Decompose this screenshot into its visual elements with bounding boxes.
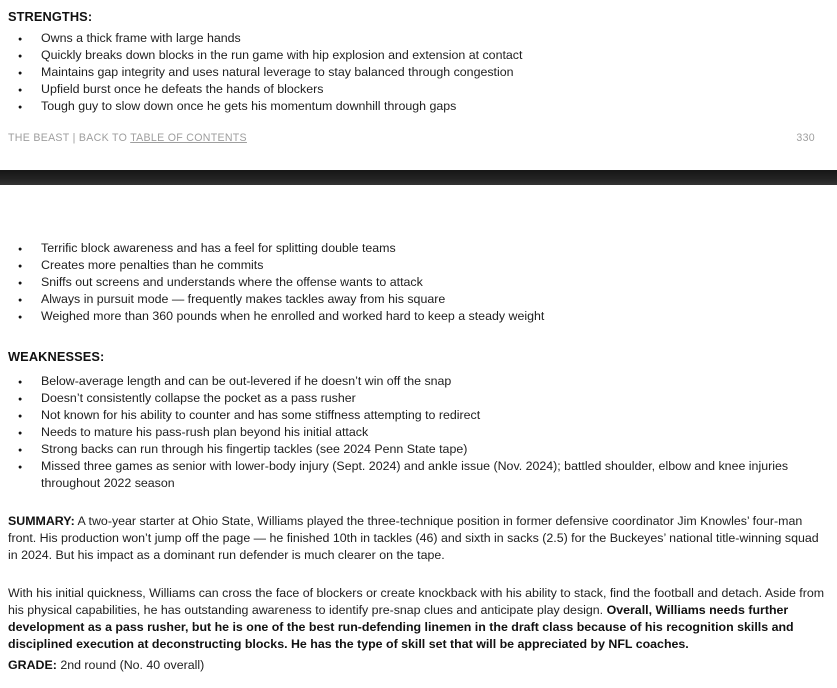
grade-line: [8, 657, 829, 674]
list-item: ● Upfield burst once he defeats the hands of blockers: [41, 81, 829, 98]
list-item: ● Maintains gap integrity and uses natural leverage to stay balanced through congestion: [41, 64, 829, 81]
page-two-content: [0, 185, 837, 674]
list-item: ● Below-average length and can be out-levered if he doesn’t win off the snap: [41, 373, 829, 390]
page-one-content: [0, 0, 837, 145]
list-item: ● Doesn’t consistently collapse the pocket as a pass rusher: [41, 390, 829, 407]
table-of-contents-link[interactable]: TABLE OF CONTENTS: [130, 132, 247, 144]
strengths-list-page1: [8, 30, 829, 115]
weaknesses-list: [8, 373, 829, 492]
weaknesses-heading: WEAKNESSES:: [8, 349, 105, 364]
strengths-heading: STRENGTHS:: [8, 9, 93, 24]
list-item: ● Missed three games as senior with lower-body injury (Sept. 2024) and ankle issue (Nov. 2024); battled shoulder, elbow and knee injuries throughout 2022 season: [41, 458, 829, 492]
list-item: ● Strong backs can run through his fingertip tackles (see 2024 Penn State tape): [41, 441, 829, 458]
analysis-paragraph: [8, 585, 829, 653]
footer-breadcrumb: [8, 131, 247, 145]
list-item: ● Not known for his ability to counter and has some stiffness attempting to redirect: [41, 407, 829, 424]
footer-prefix: THE BEAST | BACK TO: [8, 132, 131, 144]
list-item: ● Weighed more than 360 pounds when he enrolled and worked hard to keep a steady weight: [41, 308, 829, 325]
grade-label: GRADE:: [8, 658, 57, 672]
analysis-text-bold: Overall, Williams needs further development as a pass rusher, but he is one of the best run-defending linemen in the draft class because of his recognition skills and disciplined execution at deconstructing blocks. He has the type of skill set that will be appreciated by NFL coaches.: [8, 603, 794, 651]
summary-label: SUMMARY:: [8, 514, 75, 528]
strengths-list-page2: [8, 240, 829, 325]
list-item: ● Quickly breaks down blocks in the run game with hip explosion and extension at contact: [41, 47, 829, 64]
analysis-text-regular: With his initial quickness, Williams can cross the face of blockers or create knockback with his ability to stack, find the football and detach. Aside from his physical capabilities, he has outstanding awareness to identify pre-snap clues and anticipate play design.: [8, 586, 825, 617]
list-item: ● Sniffs out screens and understands where the offense wants to attack: [41, 274, 829, 291]
grade-value: 2nd round (No. 40 overall): [56, 658, 205, 672]
page-number: 330: [796, 132, 815, 144]
page-break-bar: [0, 170, 837, 185]
list-item: ● Terrific block awareness and has a feel for splitting double teams: [41, 240, 829, 257]
page-footer: [8, 131, 829, 145]
list-item: ● Always in pursuit mode — frequently makes tackles away from his square: [41, 291, 829, 308]
summary-text: A two-year starter at Ohio State, Williams played the three-technique position in former defensive coordinator Jim Knowles’ four-man front. His production won’t jump off the page — he finished 10th in tackles (46) and sixth in sacks (2.5) for the Buckeyes’ national title-winning squad in 2024. But his impact as a dominant run defender is much clearer on the tape.: [8, 514, 819, 562]
list-item: ● Creates more penalties than he commits: [41, 257, 829, 274]
list-item: ● Needs to mature his pass-rush plan beyond his initial attack: [41, 424, 829, 441]
list-item: ● Owns a thick frame with large hands: [41, 30, 829, 47]
summary-paragraph: [8, 513, 829, 564]
list-item: ● Tough guy to slow down once he gets his momentum downhill through gaps: [41, 98, 829, 115]
